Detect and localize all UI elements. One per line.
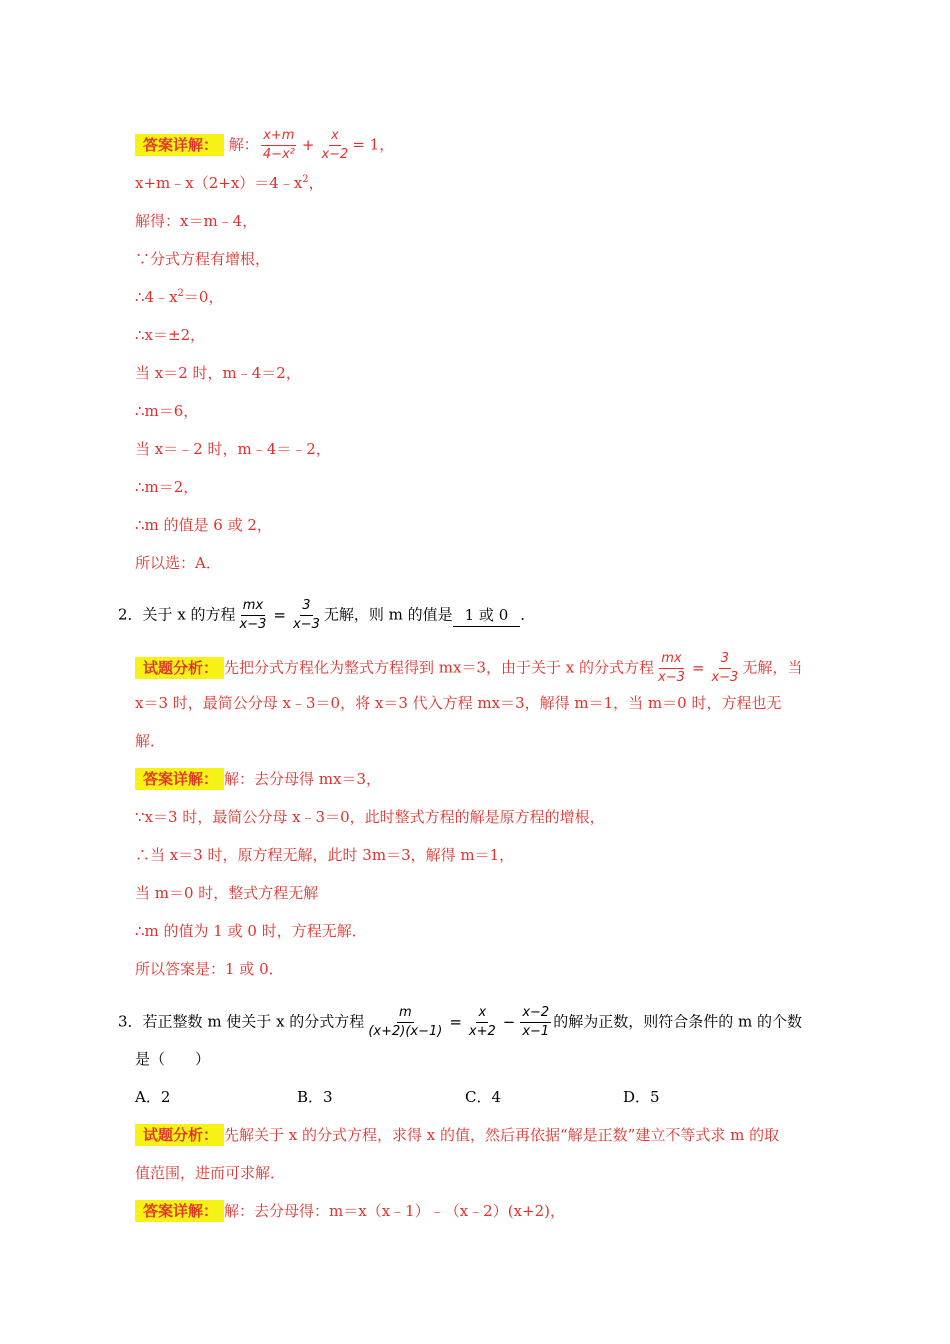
q3-analysis-line-1: 试题分析： 先解关于 x 的分式方程，求得 x 的值，然后再依据“解是正数”建立不等式求 m 的取 [135, 1124, 779, 1146]
q3-stem: 3．若正整数 m 使关于 x 的分式方程 $\frac{m}{(x+2)(x-1)}$ = $\frac{x}{x+2}$ − $\frac{x-2}{x-1}$ 的解为正数，则符合条件的 m 的个数 [118, 1005, 802, 1039]
q1-fraction-2: $\frac{x}{x-2}$ [321, 128, 349, 162]
q2-analysis-line-2: x＝3 时，最简公分母 x﹣3＝0，将 x＝3 代入方程 mx＝3，解得 m＝1，当 m＝0 时，方程也无 [135, 694, 782, 712]
q2-solution-4: 当 m＝0 时，整式方程无解 [135, 884, 319, 902]
q3-option-a: A．2 [135, 1088, 171, 1106]
q1-step-8: 当 x＝﹣2 时，m﹣4＝﹣2， [135, 440, 331, 458]
q2-number: 2． [118, 605, 143, 624]
q2-answer-blank: 1 或 0 [453, 604, 521, 627]
q2-fraction-2: $\frac{3}{x-3}$ [292, 598, 320, 632]
q2-solution-3: ∴当 x＝3 时，原方程无解，此时 3m＝3，解得 m＝1， [135, 846, 515, 864]
q3-fraction-3: $\frac{x-2}{x-1}$ [522, 1005, 550, 1039]
answer-detail-label: 答案详解： [135, 1200, 224, 1222]
q1-step-5: ∴x＝±2， [135, 326, 206, 344]
q3-option-d: D．5 [623, 1088, 660, 1106]
q2-solution-6: 所以答案是：1 或 0． [135, 960, 284, 978]
q1-step-4: $\therefore 4﹣x^2=0$， [135, 288, 224, 306]
q1-answer-line: 答案详解： 解： $\frac{x+m}{\text{4−x²}}$ + $\frac{x}{x-2}$ = 1， [135, 128, 394, 163]
analysis-label: 试题分析： [135, 657, 224, 679]
q3-number: 3． [118, 1012, 143, 1031]
q3-analysis-line-2: 值范围，进而可求解． [135, 1164, 286, 1182]
q3-fraction-1: $\frac{m}{(x+2)(x-1)}$ [368, 1005, 443, 1039]
q1-step-2: 解得：x＝m﹣4， [135, 212, 258, 230]
q3-stem-line-2: 是（ ） [135, 1050, 211, 1068]
q2-solution-5: ∴m 的值为 1 或 0 时，方程无解． [135, 922, 367, 940]
q2-answer-line: 答案详解： 解：去分母得 mx＝3， [135, 768, 381, 790]
q2-analysis-fraction-1: $\frac{mx}{x-3}$ [658, 651, 685, 685]
q1-step-9: ∴m＝2， [135, 478, 199, 496]
answer-detail-label: 答案详解： [135, 768, 224, 790]
q1-solution-prefix: 解： [228, 135, 259, 154]
answer-detail-label: 答案详解： [135, 134, 224, 156]
q2-fraction-1: $\frac{mx}{x-3}$ [239, 598, 267, 632]
q1-equation-rhs: = 1， [352, 135, 395, 154]
q2-stem: 2．关于 x 的方程 $\frac{mx}{x-3}$ = $\frac{3}{x-3}$ 无解，则 m 的值是 1 或 0 ． [118, 598, 536, 632]
q1-step-3: ∵分式方程有增根， [135, 250, 271, 268]
q1-fraction-1: $\frac{x+m}{\text{4−x²}}$ [262, 128, 295, 162]
q1-step-7: ∴m＝6， [135, 402, 199, 420]
q2-solution-2: ∵x＝3 时，最简公分母 x﹣3＝0，此时整式方程的解是原方程的增根， [135, 808, 605, 826]
q1-conclusion: 所以选：A． [135, 554, 221, 572]
q1-step-6: 当 x＝2 时，m﹣4＝2， [135, 364, 301, 382]
q3-fraction-2: $\frac{x}{x+2}$ [468, 1005, 496, 1039]
q3-option-c: C．4 [465, 1088, 502, 1106]
q3-answer-line: 答案详解： 解：去分母得：m＝x（x﹣1）﹣（x﹣2）(x+2)， [135, 1200, 565, 1222]
q1-step-10: ∴m 的值是 6 或 2， [135, 516, 272, 534]
q2-analysis-line-1: 试题分析： 先把分式方程化为整式方程得到 mx＝3，由于关于 x 的分式方程 $\frac{mx}{x-3}$ = $\frac{3}{x-3}$ 无解，当 [135, 651, 802, 686]
q3-option-b: B．3 [297, 1088, 333, 1106]
q1-step-1: $x+m﹣x(2+x)=4﹣x^2$， [135, 174, 324, 192]
q2-analysis-line-3: 解． [135, 732, 166, 750]
analysis-label: 试题分析： [135, 1124, 224, 1146]
q2-analysis-fraction-2: $\frac{3}{x-3}$ [711, 651, 739, 685]
